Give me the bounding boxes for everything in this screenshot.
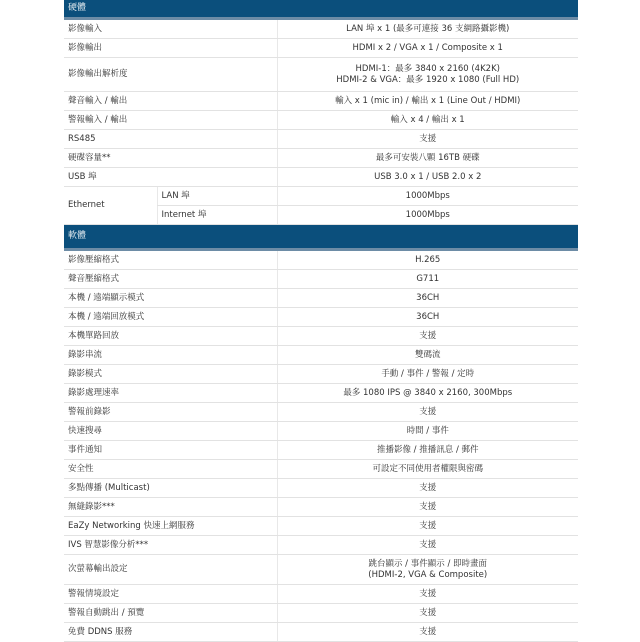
- spec-row: [64, 289, 578, 308]
- spec-label: 錄影串流: [64, 346, 277, 365]
- spec-row: [64, 623, 578, 642]
- spec-value-line: HDMI-2 & VGA：最多 1920 x 1080 (Full HD): [336, 74, 520, 85]
- section-title: 硬體: [64, 0, 578, 19]
- spec-value: G711: [277, 270, 578, 289]
- spec-value: 雙碼流: [277, 346, 578, 365]
- spec-label: 警報情境設定: [64, 585, 277, 604]
- spec-value: LAN 埠 x 1 (最多可連接 36 支網路攝影機): [277, 19, 578, 39]
- spec-value: 支援: [277, 479, 578, 498]
- spec-row: [64, 346, 578, 365]
- spec-row: [64, 19, 578, 39]
- spec-label: 無縫錄影***: [64, 498, 277, 517]
- spec-row: [64, 555, 578, 585]
- spec-value: 時間 / 事件: [277, 422, 578, 441]
- spec-value: 支援: [277, 403, 578, 422]
- spec-row: [64, 130, 578, 149]
- spec-label: 硬碟容量**: [64, 149, 277, 168]
- spec-value: 輸入 x 4 / 輸出 x 1: [277, 111, 578, 130]
- spec-label: 錄影模式: [64, 365, 277, 384]
- spec-row: [64, 39, 578, 58]
- spec-label: 聲音壓縮格式: [64, 270, 277, 289]
- spec-value: 支援: [277, 498, 578, 517]
- spec-value: HDMI x 2 / VGA x 1 / Composite x 1: [277, 39, 578, 58]
- spec-row: [64, 422, 578, 441]
- spec-value: [277, 58, 578, 92]
- spec-label: 快速搜尋: [64, 422, 277, 441]
- spec-row: [64, 250, 578, 270]
- section-title: 軟體: [64, 225, 578, 250]
- spec-value: H.265: [277, 250, 578, 270]
- spec-row: [64, 111, 578, 130]
- spec-label: Ethernet: [64, 187, 157, 225]
- spec-value: 推播影像 / 推播訊息 / 郵件: [277, 441, 578, 460]
- spec-table: [64, 0, 578, 642]
- spec-value-line: 跳台顯示 / 事件顯示 / 即時畫面: [368, 558, 488, 569]
- spec-label: 警報前錄影: [64, 403, 277, 422]
- spec-label: 錄影處理速率: [64, 384, 277, 403]
- spec-row: [64, 308, 578, 327]
- spec-label: 多點傳播 (Multicast): [64, 479, 277, 498]
- spec-value: [277, 555, 578, 585]
- spec-label: 免費 DDNS 服務: [64, 623, 277, 642]
- spec-row: [64, 441, 578, 460]
- spec-value: 支援: [277, 604, 578, 623]
- spec-row: [64, 585, 578, 604]
- spec-label: EaZy Networking 快速上網服務: [64, 517, 277, 536]
- spec-label: 本機單路回放: [64, 327, 277, 346]
- spec-row: [64, 92, 578, 111]
- spec-value: 支援: [277, 327, 578, 346]
- spec-value: 手動 / 事件 / 警報 / 定時: [277, 365, 578, 384]
- spec-row: [64, 384, 578, 403]
- spec-value: 支援: [277, 623, 578, 642]
- spec-label: 警報輸入 / 輸出: [64, 111, 277, 130]
- spec-row: [64, 58, 578, 92]
- spec-value: 可設定不同使用者權限與密碼: [277, 460, 578, 479]
- spec-label: 安全性: [64, 460, 277, 479]
- spec-label: 影像輸入: [64, 19, 277, 39]
- spec-label: 警報自動跳出 / 預覽: [64, 604, 277, 623]
- spec-value: 36CH: [277, 289, 578, 308]
- spec-value-line: (HDMI-2, VGA & Composite): [368, 569, 488, 580]
- spec-value: 輸入 x 1 (mic in) / 輸出 x 1 (Line Out / HDMI): [277, 92, 578, 111]
- section-header-hardware: [64, 0, 578, 19]
- spec-label: IVS 智慧影像分析***: [64, 536, 277, 555]
- spec-row-ethernet: [64, 187, 578, 206]
- spec-value: 最多可安裝八顆 16TB 硬碟: [277, 149, 578, 168]
- spec-label: 本機 / 遠端回放模式: [64, 308, 277, 327]
- spec-value: 36CH: [277, 308, 578, 327]
- spec-label: 影像輸出: [64, 39, 277, 58]
- spec-value: 1000Mbps: [277, 206, 578, 225]
- spec-row: [64, 460, 578, 479]
- spec-label: 事件通知: [64, 441, 277, 460]
- spec-label: RS485: [64, 130, 277, 149]
- spec-label: USB 埠: [64, 168, 277, 187]
- spec-label: 影像輸出解析度: [64, 58, 277, 92]
- spec-label: 本機 / 遠端顯示模式: [64, 289, 277, 308]
- spec-row: [64, 604, 578, 623]
- spec-value: 1000Mbps: [277, 187, 578, 206]
- spec-row: [64, 149, 578, 168]
- section-header-software: [64, 225, 578, 250]
- spec-row: [64, 479, 578, 498]
- spec-row: [64, 403, 578, 422]
- spec-sublabel: Internet 埠: [157, 206, 277, 225]
- spec-row: [64, 327, 578, 346]
- spec-sublabel: LAN 埠: [157, 187, 277, 206]
- spec-row: [64, 365, 578, 384]
- spec-row: [64, 168, 578, 187]
- spec-value: 支援: [277, 517, 578, 536]
- spec-value: 支援: [277, 536, 578, 555]
- spec-row: [64, 517, 578, 536]
- spec-label: 聲音輸入 / 輸出: [64, 92, 277, 111]
- spec-row: [64, 498, 578, 517]
- spec-label: 次螢幕輸出設定: [64, 555, 277, 585]
- spec-value: 支援: [277, 585, 578, 604]
- spec-value: 支援: [277, 130, 578, 149]
- spec-value-line: HDMI-1：最多 3840 x 2160 (4K2K): [355, 63, 500, 74]
- spec-row: [64, 536, 578, 555]
- spec-row: [64, 270, 578, 289]
- spec-label: 影像壓縮格式: [64, 250, 277, 270]
- spec-value: 最多 1080 IPS @ 3840 x 2160, 300Mbps: [277, 384, 578, 403]
- spec-value: USB 3.0 x 1 / USB 2.0 x 2: [277, 168, 578, 187]
